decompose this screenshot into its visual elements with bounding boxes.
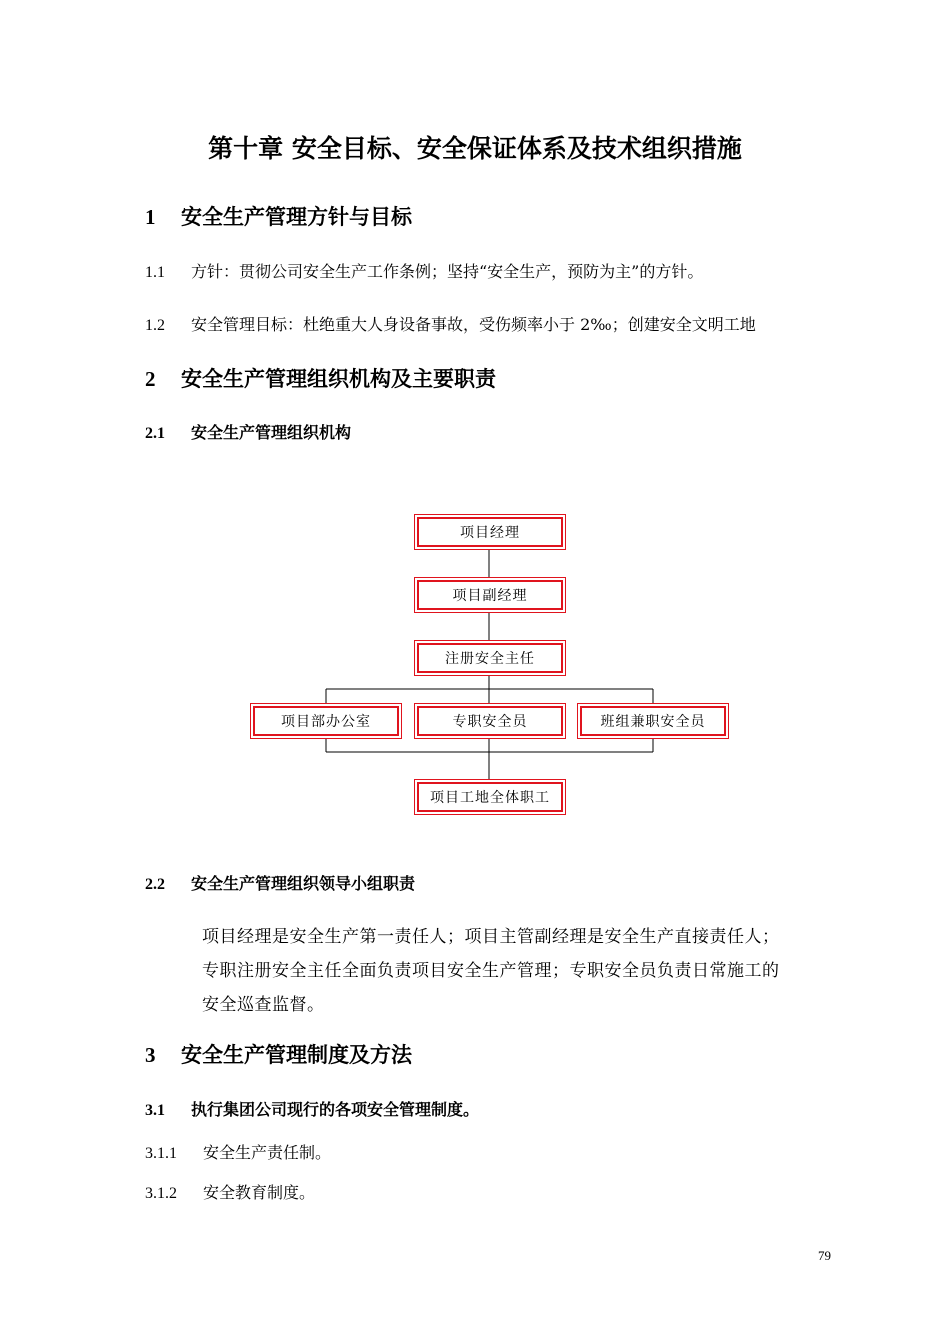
paragraph-line: 专职注册安全主任全面负责项目安全生产管理；专职安全员负责日常施工的 xyxy=(202,961,780,981)
section-title: 安全生产管理方针与目标 xyxy=(181,205,412,229)
org-node-all-staff: 项目工地全体职工 xyxy=(417,782,563,812)
subsection-title: 安全生产管理组织机构 xyxy=(191,423,352,442)
org-node-safety-officer: 专职安全员 xyxy=(417,706,563,736)
item-text: 安全教育制度。 xyxy=(203,1183,316,1202)
subsection-2-2-heading xyxy=(145,872,415,897)
page-number: 79 xyxy=(818,1248,831,1263)
section-number: 2 xyxy=(145,367,156,391)
responsibilities-paragraph xyxy=(202,920,842,1022)
paragraph-line: 安全巡查监督。 xyxy=(202,995,325,1015)
subsection-number: 2.1 xyxy=(145,425,165,442)
chapter-title: 第十章 安全目标、安全保证体系及技术组织措施 xyxy=(208,134,742,163)
item-number: 3.1.2 xyxy=(145,1185,177,1202)
section-title: 安全生产管理制度及方法 xyxy=(181,1043,412,1067)
item-number: 3.1.1 xyxy=(145,1145,177,1162)
subsection-title: 安全生产管理组织领导小组职责 xyxy=(191,874,416,893)
section-number: 3 xyxy=(145,1043,156,1067)
section-number: 1 xyxy=(145,205,156,229)
section-title: 安全生产管理组织机构及主要职责 xyxy=(181,367,496,391)
item-3-1-2 xyxy=(145,1181,315,1206)
org-node-deputy-manager: 项目副经理 xyxy=(417,580,563,610)
item-number: 1.1 xyxy=(145,264,165,281)
org-node-project-manager: 项目经理 xyxy=(417,517,563,547)
org-node-safety-director: 注册安全主任 xyxy=(417,643,563,673)
subsection-number: 3.1 xyxy=(145,1102,165,1119)
section-3-heading xyxy=(145,1040,412,1070)
item-text: 方针：贯彻公司安全生产工作条例；坚持“安全生产，预防为主”的方针。 xyxy=(191,262,704,281)
subsection-number: 2.2 xyxy=(145,876,165,893)
item-text: 安全生产责任制。 xyxy=(203,1143,332,1162)
subsection-3-1-heading xyxy=(145,1098,479,1123)
paragraph-line: 项目经理是安全生产第一责任人；项目主管副经理是安全生产直接责任人； xyxy=(202,927,780,947)
org-node-office: 项目部办公室 xyxy=(253,706,399,736)
subsection-title: 执行集团公司现行的各项安全管理制度。 xyxy=(191,1100,480,1119)
item-text: 安全管理目标：杜绝重大人身设备事故，受伤频率小于 2‰；创建安全文明工地 xyxy=(191,315,756,334)
item-3-1-1 xyxy=(145,1141,331,1166)
item-number: 1.2 xyxy=(145,317,165,334)
org-node-team-safety-officer: 班组兼职安全员 xyxy=(580,706,726,736)
